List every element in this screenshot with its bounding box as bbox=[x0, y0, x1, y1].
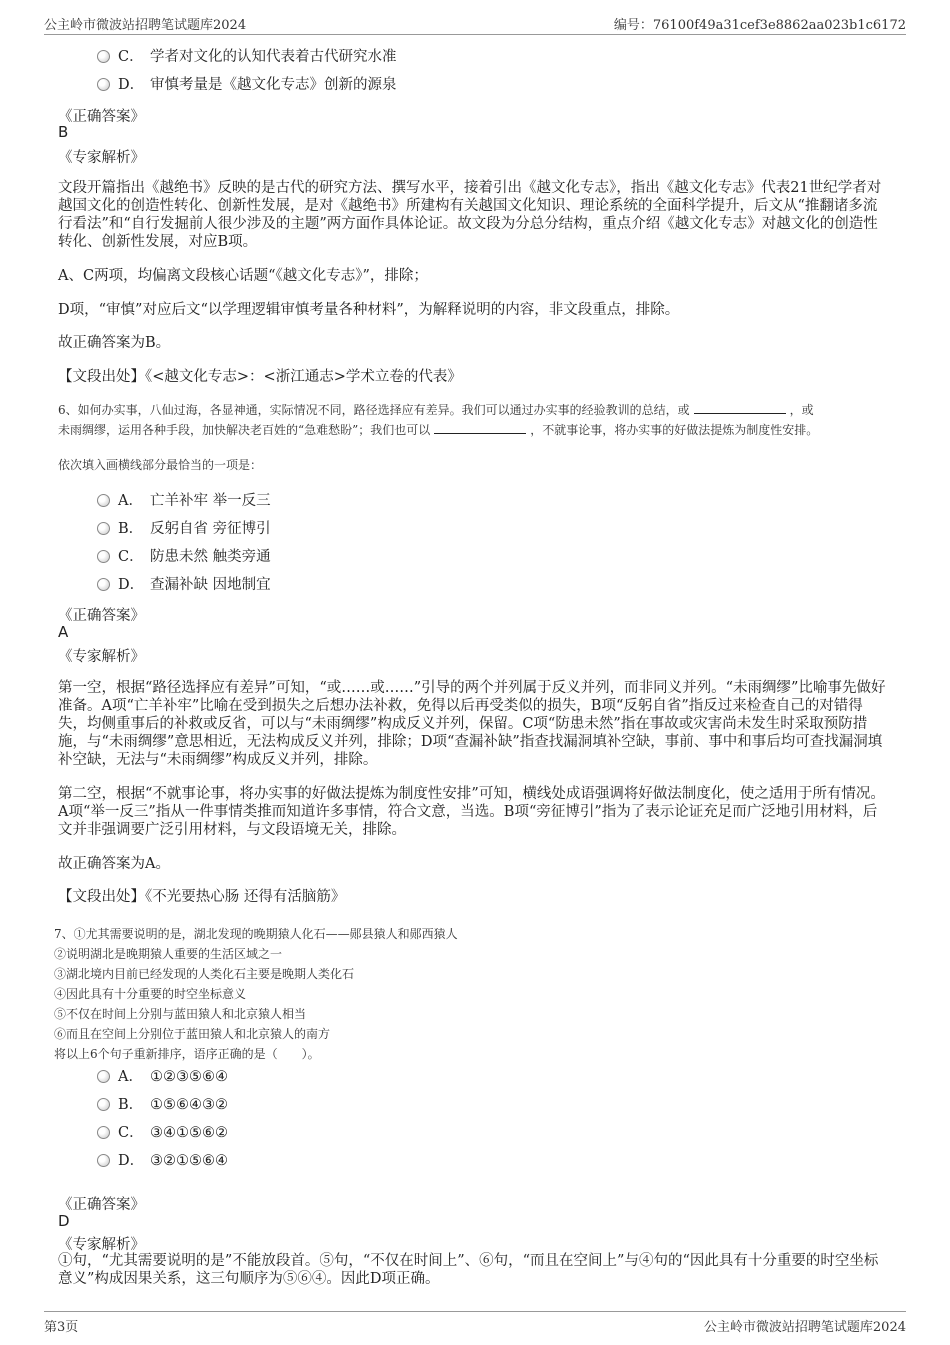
q7-option-b[interactable]: B． ①⑤⑥④③② bbox=[97, 1094, 228, 1116]
radio-icon[interactable] bbox=[97, 522, 110, 535]
q5-analysis-label: 《专家解析》 bbox=[58, 150, 145, 166]
radio-icon[interactable] bbox=[97, 1098, 110, 1111]
q6-analysis-p3: 故正确答案为A。 bbox=[58, 856, 170, 872]
q5-option-d[interactable]: D． 审慎考量是《越文化专志》创新的源泉 bbox=[97, 74, 397, 96]
q7-option-d[interactable]: D． ③②①⑤⑥④ bbox=[97, 1150, 228, 1172]
radio-icon[interactable] bbox=[97, 578, 110, 591]
blank-2 bbox=[434, 421, 526, 434]
q7-line-4: ④因此具有十分重要的时空坐标意义 bbox=[54, 987, 247, 1001]
radio-icon[interactable] bbox=[97, 1154, 110, 1167]
q5-analysis-p1: 文段开篇指出《越绝书》反映的是古代的研究方法、撰写水平，接着引出《越文化专志》，指出《越文化专志》代表21世纪学者对越国文化的创造性转化、创新性发展，是对《越绝书》所建构有关越国文化知识、理论系统的全面科学提升，后文从“推翻诸多流行看法”和“自行发掘前人很少涉及的主题”两方面作具体论证。故文段为分总分结构，重点介绍《越文化专志》对越文化的创造性转化、创新性发展，对应B项。 bbox=[58, 180, 882, 250]
q7-line-1: 7、①尤其需要说明的是，湖北发现的晚期猿人化石——郧县猿人和郧西猿人 bbox=[54, 927, 458, 941]
q7-line-5: ⑤不仅在时间上分别与蓝田猿人和北京猿人相当 bbox=[54, 1007, 307, 1021]
q7-line-3: ③湖北境内目前已经发现的人类化石主要是晚期人类化石 bbox=[54, 967, 355, 981]
q6-instruction: 依次填入画横线部分最恰当的一项是： bbox=[58, 458, 263, 472]
q6-analysis-p2: 第二空，根据“不就事论事，将办实事的好做法提炼为制度性安排”可知，横线处成语强调将好做法制度化，使之适用于所有情况。A项“举一反三”指从一件事情类推而知道许多事情，符合文意，当选。B项“旁征博引”指为了表示论证充足而广泛地引用材料，后文并非强调要广泛引用材料，与文段语境无关，排除。 bbox=[58, 786, 885, 838]
radio-icon[interactable] bbox=[97, 494, 110, 507]
q5-option-c[interactable]: C． 学者对文化的认知代表着古代研究水准 bbox=[97, 46, 397, 68]
page-number: 第3页 bbox=[44, 1320, 79, 1335]
q6-analysis-label: 《专家解析》 bbox=[58, 649, 145, 665]
radio-icon[interactable] bbox=[97, 1070, 110, 1083]
q6-stem: 6、如何办实事，八仙过海，各显神通，实际情况不同，路径选择应有差异。我们可以通过办实事的经验教训的总结，或 ，或 未雨绸缪，运用各种手段，加快解决老百姓的“急难愁盼”；我们也可以 ，不就事论事，将办实事的好做法提炼为制度性安排。 bbox=[58, 403, 819, 437]
q7-line-6: ⑥而且在空间上分别位于蓝田猿人和北京猿人的南方 bbox=[54, 1027, 331, 1041]
q7-line-2: ②说明湖北是晚期猿人重要的生活区域之一 bbox=[54, 947, 283, 961]
q7-answer-label: 《正确答案》 bbox=[58, 1197, 145, 1213]
q5-answer-label: 《正确答案》 bbox=[58, 109, 145, 125]
radio-icon[interactable] bbox=[97, 1126, 110, 1139]
page-header bbox=[44, 10, 906, 35]
q6-option-b[interactable]: B． 反躬自省 旁征博引 bbox=[97, 518, 271, 540]
q6-source: 【文段出处】《不光要热心肠 还得有活脑筋》 bbox=[58, 889, 346, 905]
radio-icon[interactable] bbox=[97, 550, 110, 563]
q6-option-a[interactable]: A． 亡羊补牢 举一反三 bbox=[97, 490, 271, 512]
q5-analysis-p3: D项，“审慎”对应后文“以学理逻辑审慎考量各种材料”，为解释说明的内容，非文段重点，排除。 bbox=[58, 302, 680, 318]
q6-answer-label: 《正确答案》 bbox=[58, 608, 145, 624]
radio-icon[interactable] bbox=[97, 50, 110, 63]
blank-1 bbox=[694, 401, 786, 414]
q7-option-c[interactable]: C． ③④①⑤⑥② bbox=[97, 1122, 228, 1144]
page-footer bbox=[44, 1311, 906, 1336]
q5-source: 【文段出处】《<越文化专志>：<浙江通志>学术立卷的代表》 bbox=[58, 369, 462, 385]
q7-analysis-label: 《专家解析》 bbox=[58, 1237, 145, 1253]
footer-title: 公主岭市微波站招聘笔试题库2024 bbox=[703, 1320, 906, 1335]
header-title: 公主岭市微波站招聘笔试题库2024 bbox=[44, 18, 247, 33]
radio-icon[interactable] bbox=[97, 78, 110, 91]
q6-analysis-p1: 第一空，根据“路径选择应有差异”可知，“或……或……”引导的两个并列属于反义并列，而非同义并列。“未雨绸缪”比喻事先做好准备。A项“亡羊补牢”比喻在受到损失之后想办法补救，免得以后再受类似的损失，B项“反躬自省”指反过来检查自己的对错得失，均侧重事后的补救或反省，可以与“未雨绸缪”构成反义并列，保留。C项“防患未然”指在事故或灾害尚未发生时采取预防措施，与“未雨绸缪”意思相近，无法构成反义并列，排除；D项“查漏补缺”指查找漏洞填补空缺，事前、事中和事后均可查找漏洞填补空缺，无法与“未雨绸缪”构成反义并列，排除。 bbox=[58, 680, 886, 768]
q6-option-d[interactable]: D． 查漏补缺 因地制宜 bbox=[97, 574, 271, 596]
q7-option-a[interactable]: A． ①②③⑤⑥④ bbox=[97, 1066, 228, 1088]
q7-instruction: 将以上6个句子重新排序，语序正确的是（ ）。 bbox=[54, 1047, 320, 1061]
q5-analysis-p4: 故正确答案为B。 bbox=[58, 335, 171, 351]
q5-analysis-p2: A、C两项，均偏离文段核心话题“《越文化专志》”，排除； bbox=[58, 268, 428, 284]
header-doc-id: 编号：76100f49a31cef3e8862aa023b1c6172 bbox=[613, 18, 906, 33]
q6-option-c[interactable]: C． 防患未然 触类旁通 bbox=[97, 546, 271, 568]
q7-analysis: ①句，“尤其需要说明的是”不能放段首。⑤句，“不仅在时间上”、⑥句，“而且在空间上”与④句的“因此具有十分重要的时空坐标意义”构成因果关系，这三句顺序为⑤⑥④。因此D项正确。 bbox=[58, 1253, 879, 1287]
q5-answer: B bbox=[58, 123, 69, 141]
q7-answer: D bbox=[58, 1212, 70, 1230]
q6-answer: A bbox=[58, 623, 69, 641]
